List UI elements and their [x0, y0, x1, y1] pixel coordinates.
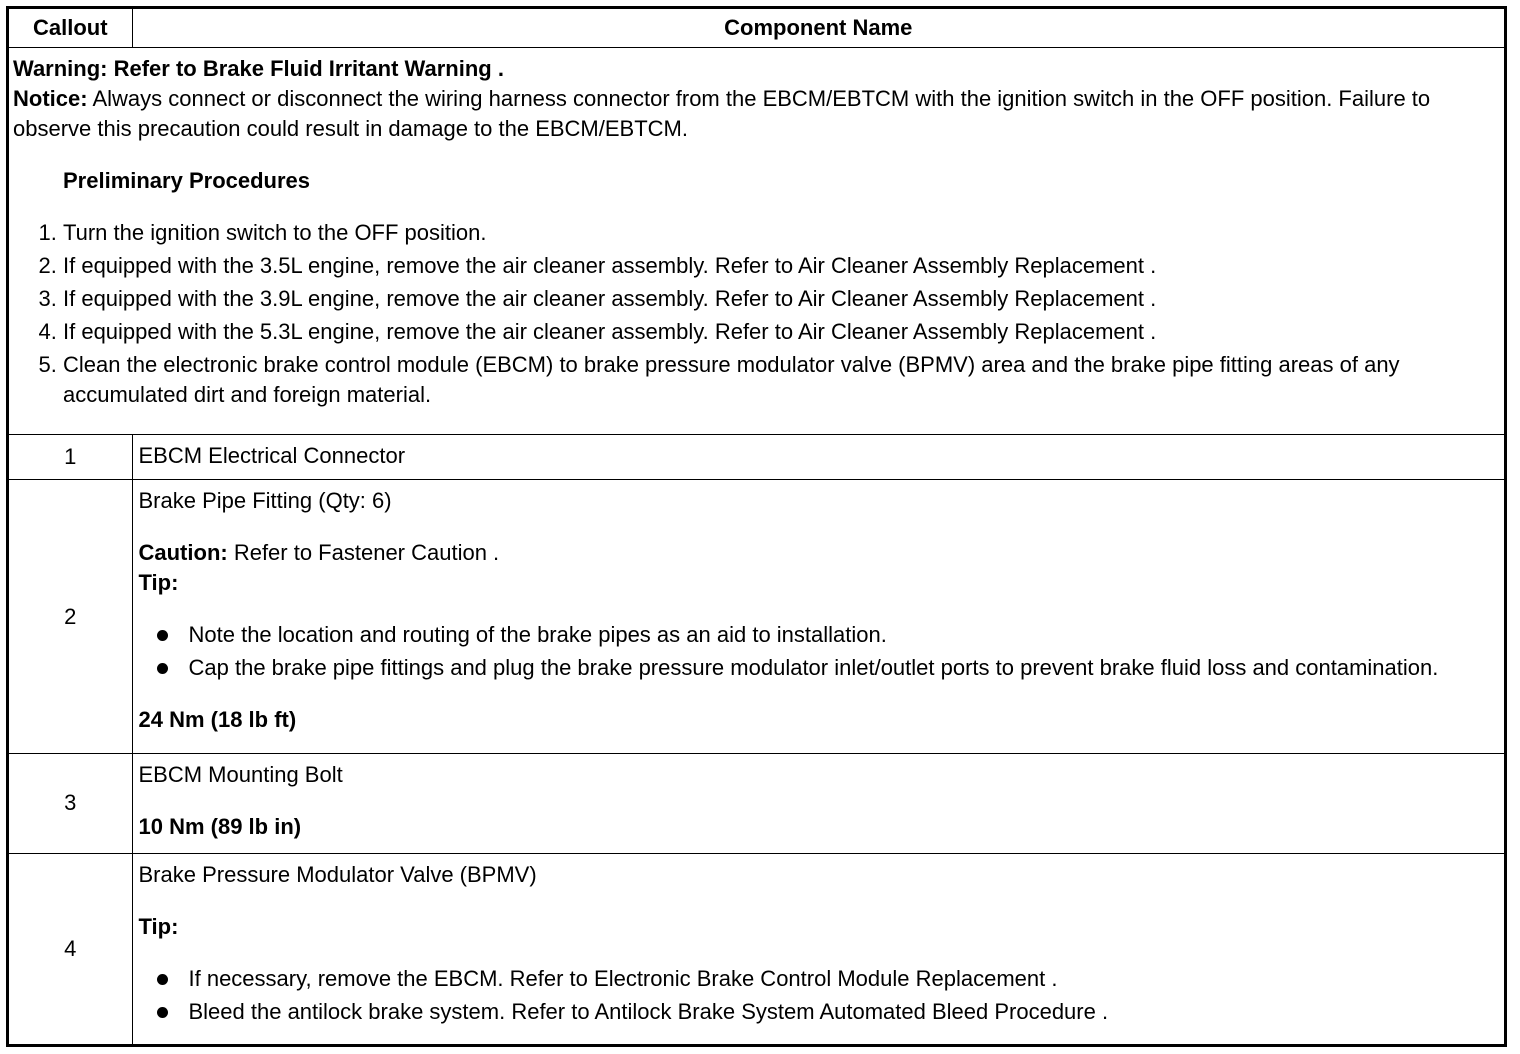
torque-spec: 10 Nm (89 lb in): [138, 814, 302, 840]
bullet-icon: [157, 974, 168, 985]
component-cell: [132, 480, 1504, 754]
list-item: 5. Clean the electronic brake control module (EBCM) to brake pressure modulator valve (BPMV) area and the brake pipe fitting areas of any accumulated dirt and foreign material.: [63, 350, 1500, 410]
component-cell: [132, 853, 1504, 1044]
component-name: Brake Pipe Fitting (Qty: 6): [138, 488, 392, 514]
component-table: [9, 9, 1504, 1044]
table-row: [9, 480, 1504, 754]
tips-list: [139, 620, 1499, 683]
preliminary-steps-list: [13, 218, 1500, 410]
list-item: 1. Turn the ignition switch to the OFF position.: [63, 218, 1500, 248]
table-row: [9, 754, 1504, 853]
list-item: Note the location and routing of the brake pipes as an aid to installation.: [189, 620, 1499, 650]
caution-note: [139, 538, 1499, 568]
table-header-row: [9, 9, 1504, 48]
bullet-icon: [157, 1007, 168, 1018]
torque-spec: 24 Nm (18 lb ft): [138, 707, 297, 733]
caution-label: Caution:: [138, 540, 228, 566]
callout-column-header: Callout: [9, 9, 132, 48]
component-name: Brake Pressure Modulator Valve (BPMV): [138, 861, 537, 887]
callout-number: 1: [9, 435, 132, 480]
list-item: Bleed the antilock brake system. Refer to Antilock Brake System Automated Bleed Procedure .: [189, 997, 1499, 1027]
notice-label: Notice:: [13, 86, 88, 111]
notice-paragraph: [13, 84, 1500, 144]
tips-list: [139, 964, 1499, 1027]
callout-number: 2: [9, 480, 132, 754]
list-item: If necessary, remove the EBCM. Refer to Electronic Brake Control Module Replacement .: [189, 964, 1499, 994]
component-cell: [132, 754, 1504, 853]
tip-label: Tip:: [138, 913, 179, 939]
intro-cell: [9, 48, 1504, 435]
callout-number: 3: [9, 754, 132, 853]
warning-text: Warning: Refer to Brake Fluid Irritant Warning .: [13, 56, 504, 81]
component-cell: [132, 435, 1504, 480]
callout-number: 4: [9, 853, 132, 1044]
bullet-icon: [157, 630, 168, 641]
table-row: [9, 435, 1504, 480]
list-item: 4. If equipped with the 5.3L engine, remove the air cleaner assembly. Refer to Air Cleaner Assembly Replacement .: [63, 317, 1500, 347]
list-item: Cap the brake pipe fittings and plug the brake pressure modulator inlet/outlet ports to prevent brake fluid loss and contamination.: [189, 653, 1499, 683]
list-item: 2. If equipped with the 3.5L engine, remove the air cleaner assembly. Refer to Air Cleaner Assembly Replacement .: [63, 251, 1500, 281]
caution-text: Refer to Fastener Caution .: [227, 540, 500, 566]
component-name: EBCM Electrical Connector: [138, 443, 406, 469]
preliminary-procedures-heading: Preliminary Procedures: [63, 168, 311, 193]
component-name: EBCM Mounting Bolt: [138, 762, 343, 788]
bullet-icon: [157, 663, 168, 674]
tip-label: Tip:: [138, 570, 179, 596]
procedure-document: [6, 6, 1507, 1047]
component-name-column-header: Component Name: [132, 9, 1504, 48]
table-row: [9, 853, 1504, 1044]
intro-row: [9, 48, 1504, 435]
notice-text: Always connect or disconnect the wiring harness connector from the EBCM/EBTCM with the ignition switch in the OFF position. Failure to observe this precaution could result in damage to the EBCM/EBTCM.: [13, 86, 1431, 141]
list-item: 3. If equipped with the 3.9L engine, remove the air cleaner assembly. Refer to Air Cleaner Assembly Replacement .: [63, 284, 1500, 314]
